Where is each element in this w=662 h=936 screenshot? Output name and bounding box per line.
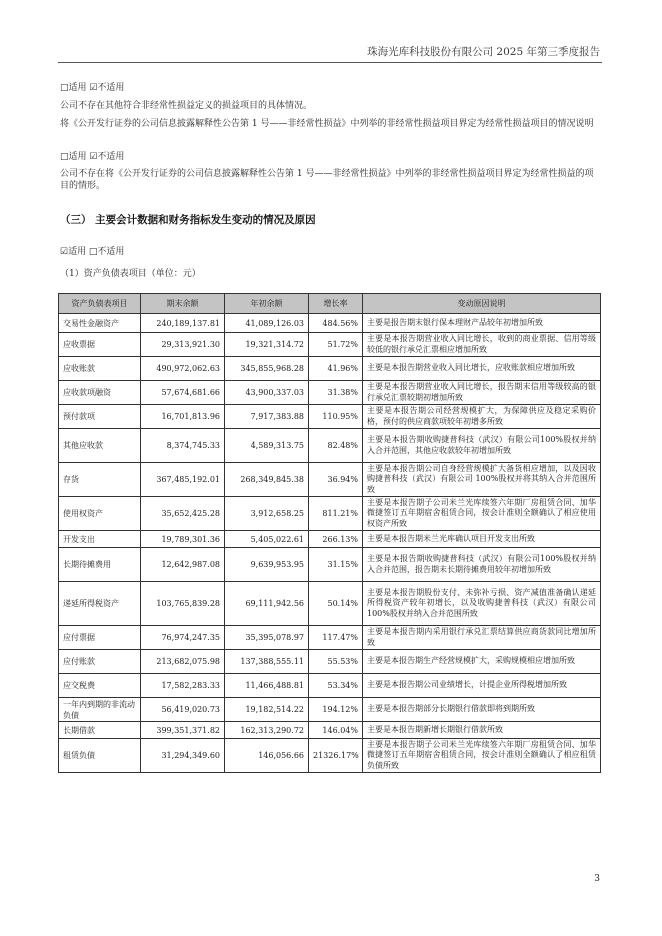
cell-growth-rate: 146.04% [309,722,363,739]
applicability-note-2: □适用 ☑不适用 [60,152,125,162]
cell-opening-balance: 345,855,968.28 [225,357,309,381]
cell-opening-balance: 69,111,942.56 [225,582,309,626]
table-row [59,463,601,497]
cell-growth-rate: 41.96% [309,357,363,381]
table-row [59,626,601,650]
cell-opening-balance: 19,321,314.72 [225,333,309,357]
cell-growth-rate: 53.34% [309,674,363,698]
table-row [59,314,601,333]
cell-opening-balance: 41,089,126.03 [225,314,309,333]
cell-reason: 主要是本报告期收购捷普科技（武汉）有限公司100%股权并纳入合并范围，其他应收款较年初增加所致 [363,429,601,463]
cell-item: 存货 [59,463,141,497]
balance-sheet-changes-table [58,293,601,773]
cell-item: 长期待摊费用 [59,548,141,582]
cell-opening-balance: 9,639,953.95 [225,548,309,582]
cell-growth-rate: 194.12% [309,698,363,722]
cell-opening-balance: 43,900,337.03 [225,381,309,405]
cell-opening-balance: 35,395,078.97 [225,626,309,650]
cell-item: 预付款项 [59,405,141,429]
cell-item: 其他应收款 [59,429,141,463]
table-row [59,674,601,698]
cell-opening-balance: 11,466,488.81 [225,674,309,698]
cell-opening-balance: 19,182,514.22 [225,698,309,722]
cell-item: 一年内到期的非流动负债 [59,698,141,722]
cell-reason: 主要是本报告期收购捷普科技（武汉）有限公司100%股权并纳入合并范围，报告期末长期待摊费用较年初增加所致 [363,548,601,582]
cell-item: 使用权资产 [59,497,141,531]
cell-item: 应收款项融资 [59,381,141,405]
cell-growth-rate: 110.95% [309,405,363,429]
cell-ending-balance: 35,652,425.28 [141,497,225,531]
table-row [59,531,601,548]
cell-growth-rate: 36.94% [309,463,363,497]
col-header-ending-balance: 期末余额 [141,294,225,314]
cell-item: 应收账款 [59,357,141,381]
cell-ending-balance: 29,313,921.30 [141,333,225,357]
cell-ending-balance: 367,485,192.01 [141,463,225,497]
cell-opening-balance: 137,388,555.11 [225,650,309,674]
cell-reason: 主要是本报告期股份支付、未弥补亏损、资产减值准备确认递延所得税资产较年初增长，以及收购捷普科技（武汉）有限公司 100%股权并纳入合并范围所致 [363,582,601,626]
cell-reason: 主要是本报告期营业收入同比增长，应收账款相应增加所致 [363,357,601,381]
cell-reason: 主要是本报告期新增长期银行借款所致 [363,722,601,739]
table-row [59,548,601,582]
cell-ending-balance: 17,582,283.33 [141,674,225,698]
report-header-title: 珠海光库科技股份有限公司 2025 年第三季度报告 [367,46,600,58]
cell-item: 租赁负债 [59,739,141,773]
cell-reason: 主要是本报告期公司自身经营规模扩大备货相应增加，以及因收购捷普科技（武汉）有限公司 100%股权并将其纳入合并范围所致 [363,463,601,497]
cell-growth-rate: 51.72% [309,333,363,357]
cell-ending-balance: 490,972,062.63 [141,357,225,381]
cell-growth-rate: 82.48% [309,429,363,463]
cell-ending-balance: 8,374,745.33 [141,429,225,463]
cell-item: 应付票据 [59,626,141,650]
cell-opening-balance: 162,313,290.72 [225,722,309,739]
cell-opening-balance: 146,056.66 [225,739,309,773]
table-row [59,497,601,531]
cell-growth-rate: 31.38% [309,381,363,405]
table-header-row [59,294,601,314]
cell-growth-rate: 811.21% [309,497,363,531]
cell-reason: 主要是本报告期部分长期银行借款即将到期所致 [363,698,601,722]
cell-ending-balance: 31,294,349.60 [141,739,225,773]
cell-item: 应付账款 [59,650,141,674]
cell-ending-balance: 240,189,137.81 [141,314,225,333]
section-applicability: ☑适用 □不适用 [60,247,125,257]
cell-growth-rate: 484.56% [309,314,363,333]
table-row [59,333,601,357]
cell-reason: 主要是本报告期营业收入同比增长，收到的商业票据、信用等级较低的银行承兑汇票相应增加所致 [363,333,601,357]
reclassification-statement: 公司不存在将《公开发行证券的公司信息披露解释性公告第 1 号——非经常性损益》中列举的非经常性损益项目界定为经常性损益的项目的情形。 [60,169,594,191]
table-row [59,698,601,722]
cell-growth-rate: 55.53% [309,650,363,674]
cell-reason: 主要是本报告期子公司米兰光库续签六年期厂房租赁合同、加华微捷签订五年期宿舍租赁合同，按会计准则全额确认了相应使用权资产所致 [363,497,601,531]
table-row [59,429,601,463]
cell-opening-balance: 268,349,845.38 [225,463,309,497]
cell-reason: 主要是本报告期米兰光库确认项目开发支出所致 [363,531,601,548]
cell-opening-balance: 3,912,658.25 [225,497,309,531]
cell-growth-rate: 117.47% [309,626,363,650]
cell-opening-balance: 4,589,313.75 [225,429,309,463]
table-subtitle: （1）资产负债表项目（单位：元） [60,269,201,279]
cell-ending-balance: 103,765,839.28 [141,582,225,626]
table-row [59,357,601,381]
cell-item: 递延所得税资产 [59,582,141,626]
cell-reason: 主要是本报告期营业收入同比增长，报告期末信用等级较高的银行承兑汇票较期初增加所致 [363,381,601,405]
table-row [59,650,601,674]
cell-reason: 主要是本报告期生产经营规模扩大，采购规模相应增加所致 [363,650,601,674]
col-header-reason: 变动原因说明 [363,294,601,314]
cell-opening-balance: 7,917,383.88 [225,405,309,429]
cell-ending-balance: 57,674,681.66 [141,381,225,405]
page-number: 3 [594,874,600,884]
cell-item: 应收票据 [59,333,141,357]
cell-ending-balance: 76,974,247.35 [141,626,225,650]
cell-item: 开发支出 [59,531,141,548]
table-row [59,381,601,405]
cell-growth-rate: 31.15% [309,548,363,582]
col-header-opening-balance: 年初余额 [225,294,309,314]
table-row [59,582,601,626]
cell-ending-balance: 56,419,020.73 [141,698,225,722]
cell-reason: 主要是本报告期内采用银行承兑汇票结算供应商货款同比增加所致 [363,626,601,650]
cell-reason: 主要是本报告期公司经营规模扩大，为保障供应及稳定采购价格，预付的供应商款项较年初增多所致 [363,405,601,429]
reclassification-explanation: 将《公开发行证券的公司信息披露解释性公告第 1 号——非经常性损益》中列举的非经常性损益项目界定为经常性损益项目的情况说明 [60,119,594,129]
table-row [59,722,601,739]
cell-reason: 主要是报告期末银行保本理财产品较年初增加所致 [363,314,601,333]
cell-ending-balance: 19,789,301.36 [141,531,225,548]
applicability-note-1: □适用 ☑不适用 [60,83,125,93]
cell-ending-balance: 213,682,075.98 [141,650,225,674]
cell-item: 交易性金融资产 [59,314,141,333]
cell-ending-balance: 12,642,987.08 [141,548,225,582]
col-header-item: 资产负债表项目 [59,294,141,314]
cell-opening-balance: 5,405,022.61 [225,531,309,548]
table-row [59,405,601,429]
header-divider [58,62,602,63]
col-header-growth-rate: 增长率 [309,294,363,314]
cell-item: 应交税费 [59,674,141,698]
cell-growth-rate: 50.14% [309,582,363,626]
cell-reason: 主要是本报告期子公司米兰光库续签六年期厂房租赁合同、加华微捷签订五年期宿舍租赁合同，按会计准则全额确认了相应租赁负债所致 [363,739,601,773]
cell-ending-balance: 399,351,371.82 [141,722,225,739]
cell-ending-balance: 16,701,813.96 [141,405,225,429]
other-items-statement: 公司不存在其他符合非经常性损益定义的损益项目的具体情况。 [60,101,313,111]
section-title: （三） 主要会计数据和财务指标发生变动的情况及原因 [60,214,316,226]
table-row [59,739,601,773]
cell-reason: 主要是本报告期公司业绩增长，计提企业所得税增加所致 [363,674,601,698]
cell-growth-rate: 266.13% [309,531,363,548]
cell-growth-rate: 21326.17% [309,739,363,773]
cell-item: 长期借款 [59,722,141,739]
